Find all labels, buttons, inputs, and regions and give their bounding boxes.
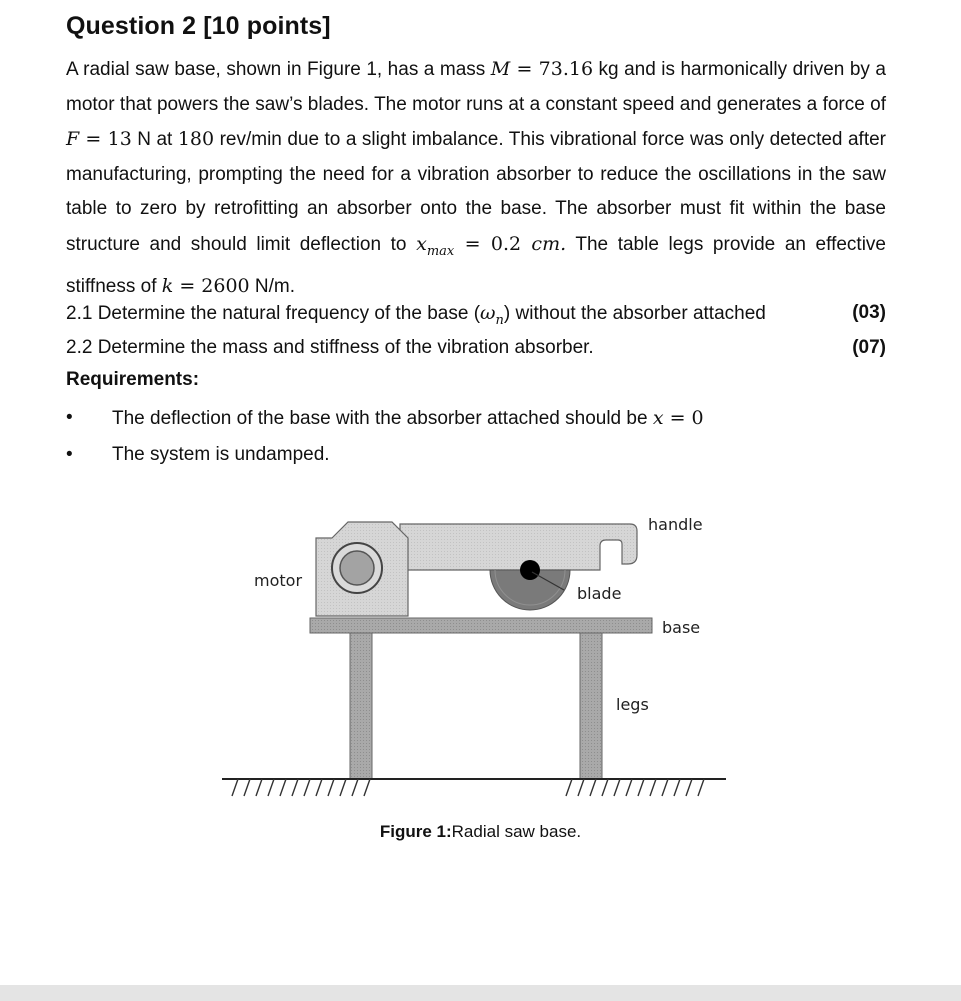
- question-title: Question 2 [10 points]: [66, 12, 331, 40]
- figure-caption: [0, 822, 961, 842]
- value-force: = 13: [79, 128, 132, 151]
- var-omega: ω: [480, 302, 496, 324]
- saw-arm: [400, 524, 637, 570]
- value-xmax: = 0.2: [454, 232, 532, 255]
- saw-base: [310, 618, 652, 633]
- value-rpm: 180: [177, 128, 215, 151]
- value-mass: = 73.16: [510, 58, 594, 80]
- requirements-title: Requirements:: [66, 369, 200, 390]
- unit-cm: cm.: [531, 232, 567, 255]
- part-2-2-text: 2.2 Determine the mass and stiffness of the vibration absorber.: [66, 337, 594, 358]
- leg-left: [350, 633, 372, 779]
- bullet-icon: •: [66, 444, 73, 465]
- value-stiffness: = 2600: [173, 275, 250, 298]
- ground-hatch-right: [566, 779, 704, 796]
- radial-saw-figure: [210, 500, 740, 810]
- label-legs: legs: [616, 695, 649, 714]
- var-x-deflection: x: [652, 407, 664, 429]
- var-omega-sub: n: [495, 312, 504, 328]
- caption-text: Radial saw base.: [451, 822, 582, 841]
- var-x: x: [416, 232, 427, 255]
- part-2-2-marks: (07): [852, 337, 886, 358]
- para-text-1: A radial saw base, shown in Figure 1, has a mass: [66, 59, 491, 80]
- requirement-text: The system is undamped.: [112, 444, 330, 465]
- para-text-6: N/m.: [249, 276, 296, 298]
- bottom-bar: [0, 985, 961, 1001]
- question-paragraph: [66, 52, 886, 305]
- question-part-2-2: [66, 335, 886, 361]
- ground-hatch-left: [232, 779, 370, 796]
- bullet-icon: •: [66, 407, 73, 428]
- var-k: k: [161, 275, 174, 298]
- para-text-5: The table legs provide an effective stiffness of: [66, 233, 886, 298]
- para-text-3: N at: [131, 129, 178, 151]
- part-2-1-text: 2.1 Determine the natural frequency of the base $(\omega_n)$ without the absorber attached: [66, 302, 766, 328]
- requirement-text: The deflection of the base with the absorber attached should be x = 0: [112, 407, 704, 429]
- var-F: F: [66, 128, 80, 151]
- var-x-sub-max: max: [426, 243, 455, 259]
- para-text-2: kg and is harmonically driven by a motor that powers the saw’s blades. The motor runs at a constant speed and generates a force of: [66, 59, 886, 115]
- label-base: base: [662, 618, 701, 637]
- var-M: M: [490, 58, 511, 80]
- question-part-2-1: [66, 300, 886, 334]
- value-deflection: = 0: [663, 407, 704, 429]
- leg-right: [580, 633, 602, 779]
- para-text-4: rev/min due to a slight imbalance. This vibrational force was only detected after manufacturing, prompting the need for a vibration absorber to reduce the oscillations in the saw table to zero by retrofitting an absorber onto the base. The absorber must fit within the base structure and should limit deflection to: [66, 129, 886, 255]
- label-handle: handle: [648, 515, 703, 534]
- caption-label: Figure 1:: [379, 822, 452, 841]
- label-blade: blade: [577, 584, 622, 603]
- label-motor: motor: [254, 571, 303, 590]
- part-2-1-marks: (03): [852, 302, 886, 323]
